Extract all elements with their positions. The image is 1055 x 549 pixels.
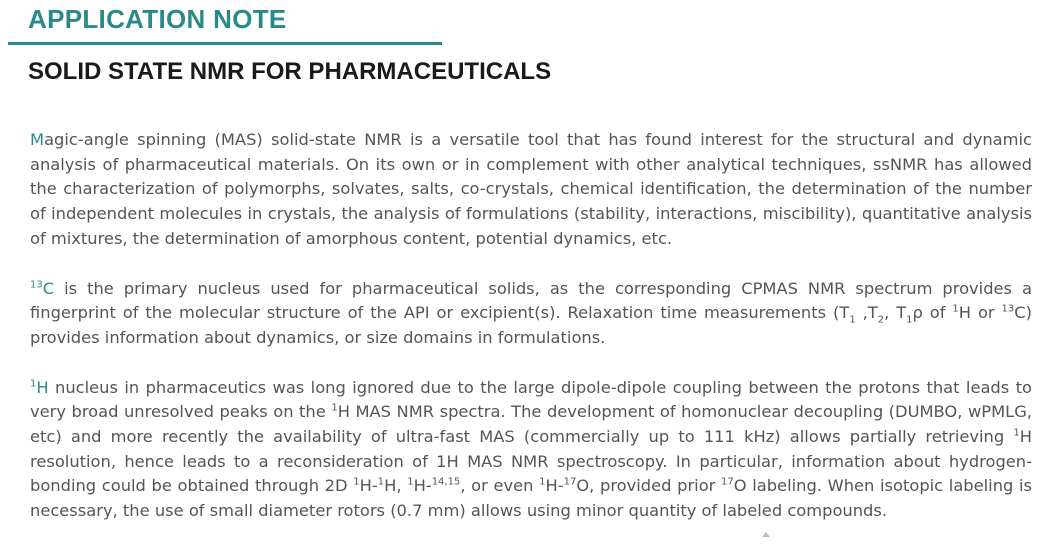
paragraph-text: agic-angle spinning (MAS) solid-state NMR is a versatile tool that has found interest for the structural and dynamic analysis of pharmaceutical materials. On its own or in complement with other analytical techniques, ssNMR has allowed the characterization of polymorphs, solvates, salts, co-crystals, chemical identification, the determination of the number of independent molecules in crystals, the analysis of formulations (stability, interactions, miscibility), quantitative analysis of mixtures, the determination of amorphous content, potential dynamics, etc. <box>30 130 1032 248</box>
section-kicker: APPLICATION NOTE <box>28 4 287 34</box>
text-run: H MAS NMR spectra. The development of homonuclear decoupling (DUMBO, wPMLG, etc) and more recently the availability of ultra-fast MAS (commercially up to 111 kHz) allows partially retrieving <box>30 402 1032 447</box>
subscript: 2 <box>877 314 885 326</box>
superscript: 1 <box>407 477 414 489</box>
text-run: H or <box>958 303 1002 323</box>
superscript: 13 <box>1001 303 1015 315</box>
lead-nucleus: C <box>42 278 55 298</box>
up-arrow-icon <box>762 532 770 537</box>
text-run: H, <box>384 476 408 496</box>
lead-superscript: 1 <box>30 378 37 390</box>
page-title: SOLID STATE NMR FOR PHARMACEUTICALS <box>28 58 552 85</box>
text-run: ρ of <box>912 303 953 323</box>
body-text <box>30 128 1032 549</box>
text-run: , or even <box>460 476 540 496</box>
kicker-underline <box>8 42 442 45</box>
drop-letter: M <box>30 130 45 149</box>
superscript: 1 <box>377 477 385 489</box>
lead-superscript: 13 <box>30 279 43 291</box>
superscript: 1 <box>331 402 338 414</box>
lead-nucleus: H <box>36 377 49 397</box>
text-run: , T <box>884 303 907 323</box>
superscript: 1 <box>539 477 546 489</box>
text-run: H- <box>413 476 432 496</box>
text-run: H- <box>359 476 378 496</box>
superscript: 14,15 <box>431 477 461 489</box>
text-run: nucleus in pharmaceutics was long ignored due to the large dipole-dipole coupling between the protons that leads to very broad unresolved peaks on the <box>30 377 1032 422</box>
text-run: ,T <box>855 303 878 323</box>
text-run: O, provided prior <box>576 476 722 496</box>
superscript: 1 <box>952 303 959 315</box>
text-run: H resolution, hence leads to a reconsideration of 1H MAS NMR spectroscopy. In particular, information about hydrogen-bonding could be obtained through 2D <box>30 427 1032 496</box>
text-run: O labeling. When isotopic labeling is necessary, the use of small diameter rotors (0.7 mm) allows using minor quantity of labeled compounds. <box>30 476 1033 521</box>
superscript: 17 <box>721 477 734 489</box>
subscript: 1 <box>849 314 856 326</box>
paragraph-13c <box>30 277 1032 351</box>
superscript: 1 <box>353 477 360 489</box>
superscript: 17 <box>563 477 577 489</box>
text-run: is the primary nucleus used for pharmaceutical solids, as the corresponding CPMAS NMR spectrum provides a fingerprint of the molecular structure of the API or excipient(s). Relaxation time measurements (T <box>30 278 1032 323</box>
subscript: 1 <box>906 314 913 326</box>
paragraph-mas-intro <box>30 128 1032 252</box>
text-run: C) provides information about dynamics, or size domains in formulations. <box>30 303 1033 347</box>
text-run: H- <box>545 476 564 496</box>
paragraph-1h <box>30 376 1032 524</box>
superscript: 1 <box>1013 427 1020 439</box>
